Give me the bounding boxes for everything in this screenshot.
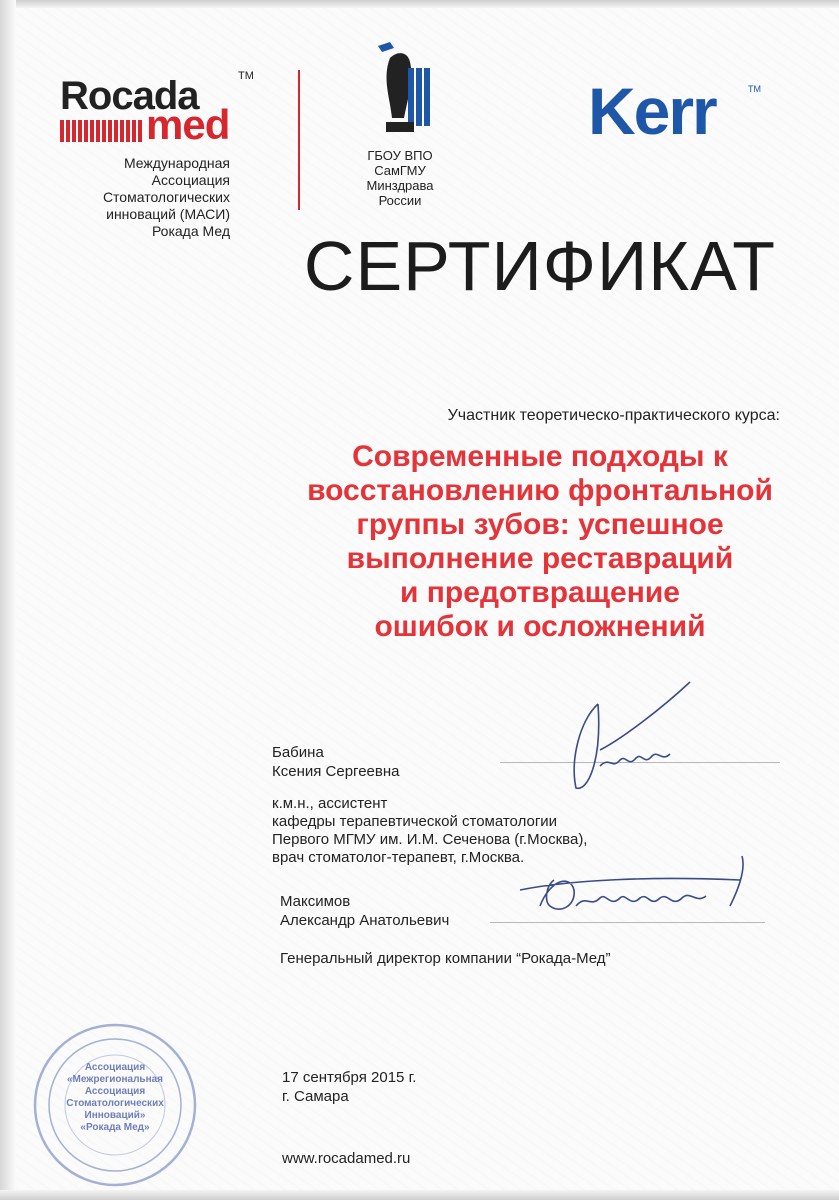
masi-caption	[60, 155, 230, 240]
seal-line: Ассоциация	[84, 1062, 146, 1073]
caption-line: СамГМУ	[374, 163, 426, 178]
certificate-title: СЕРТИФИКАТ	[303, 227, 777, 305]
course-title-line: Современные подходы к	[352, 440, 728, 473]
signatory2-name: Александр Анатольевич	[280, 912, 450, 929]
signature-1-handwritten	[540, 680, 700, 800]
signatory2-surname: Максимов	[280, 893, 351, 910]
logo-trademark: TM	[238, 70, 254, 82]
seal-line: «Рокада Мед»	[80, 1122, 150, 1133]
participant-label: Участник теоретическо-практического курса:	[447, 407, 780, 424]
seal-line: «Межрегиональная	[66, 1074, 164, 1085]
scan-edge-top	[0, 0, 839, 8]
course-title-line: выполнение реставраций	[346, 542, 734, 575]
seal-line: Инноваций»	[84, 1110, 146, 1121]
masi-line: Рокада Мед	[151, 223, 230, 239]
masi-line: Стоматологических	[102, 189, 230, 205]
logo-vertical-line	[298, 70, 300, 210]
signatory1-role-line: Первого МГМУ им. И.М. Сеченова (г.Москва),	[272, 831, 588, 848]
scan-edge-bottom	[0, 1190, 839, 1200]
course-title-line: ошибок и осложнений	[374, 610, 706, 643]
website-link[interactable]: www.rocadamed.ru	[282, 1150, 411, 1167]
logo-word-rocada: Rocada	[60, 74, 199, 118]
seal-text	[55, 1062, 175, 1134]
course-title-line: группы зубов: успешное	[356, 508, 724, 541]
signature-2-handwritten	[510, 850, 760, 940]
logo-word-med: med	[146, 101, 230, 148]
course-title	[250, 440, 830, 644]
rocada-med-logo	[60, 70, 254, 150]
signatory2-role: Генеральный директор компании “Рокада-Мед”	[280, 950, 611, 967]
kerr-logo: Kerr	[588, 74, 716, 148]
masi-line: инноваций (МАСИ)	[106, 206, 230, 222]
signatory1-name: Ксения Сергеевна	[272, 763, 400, 780]
kerr-trademark: TM	[748, 84, 761, 94]
logo-stripes	[60, 120, 142, 142]
issue-date: 17 сентября 2015 г.	[282, 1069, 417, 1086]
course-title-line: восстановлению фронтальной	[307, 474, 773, 507]
caption-line: Минздрава	[366, 178, 434, 193]
caption-line: России	[378, 193, 422, 208]
scan-edge-left	[0, 0, 16, 1200]
university-caption	[330, 148, 470, 208]
issue-city: г. Самара	[282, 1088, 349, 1105]
seal-line: Стоматологических	[66, 1098, 164, 1109]
masi-line: Ассоциация	[151, 172, 230, 188]
seal-line: Ассоциация	[84, 1086, 146, 1097]
signatory1-role-line: врач стоматолог-терапевт, г.Москва.	[272, 849, 525, 866]
course-title-line: и предотвращение	[400, 576, 680, 609]
signatory1-role-line: кафедры терапевтической стоматологии	[272, 813, 558, 830]
caption-line: ГБОУ ВПО	[367, 148, 433, 163]
masi-line: Международная	[123, 155, 230, 171]
signatory1-surname: Бабина	[272, 744, 324, 761]
signatory1-role-line: к.м.н., ассистент	[272, 795, 388, 812]
university-emblem	[368, 38, 432, 138]
